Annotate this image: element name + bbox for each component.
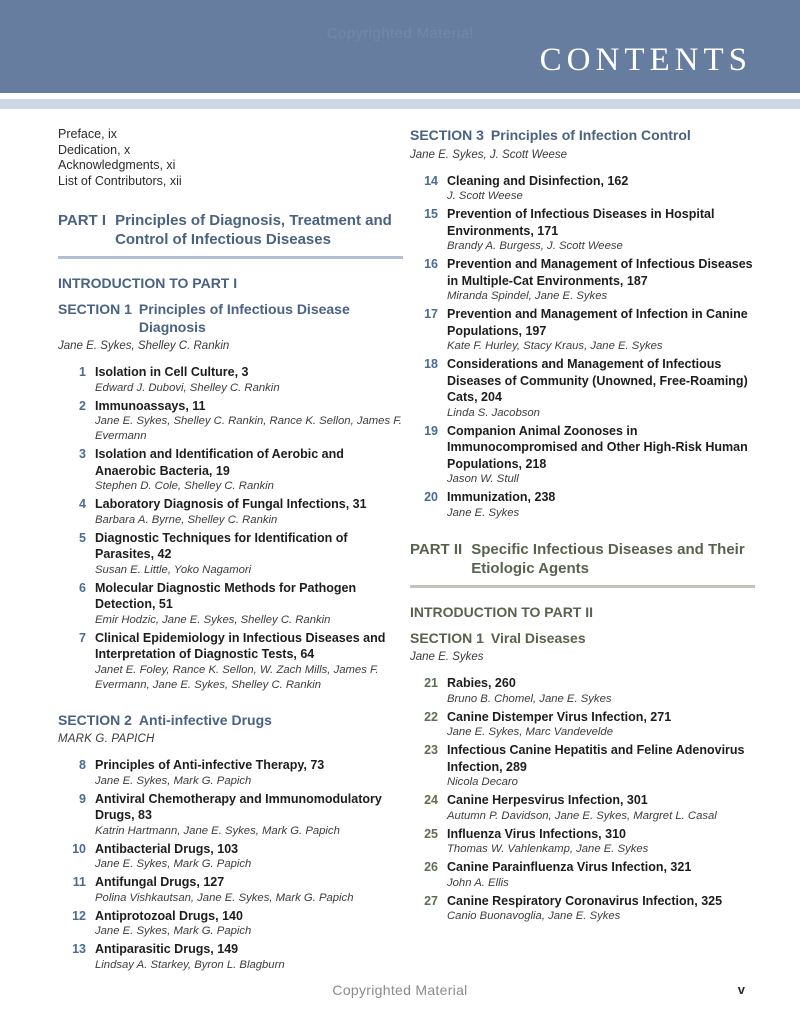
part-2-section-1-title: Viral Diseases [490, 629, 586, 646]
part-2-title-line-1: Specific Infectious Diseases and Their [471, 540, 745, 558]
chapter-number: 4 [79, 497, 86, 511]
chapter-title: Antiviral Chemotherapy and Immunomodulatory Drugs, 83 [95, 791, 382, 822]
chapter-title: Influenza Virus Infections, 310 [447, 826, 626, 841]
chapter-entry[interactable] [410, 893, 755, 926]
chapter-number: 18 [424, 357, 438, 371]
chapter-title: Canine Parainfluenza Virus Infection, 321 [447, 860, 692, 874]
chapter-authors: Lindsay A. Starkey, Byron L. Blagburn [95, 958, 285, 971]
chapter-entry[interactable] [410, 826, 755, 859]
chapter-authors: Miranda Spindel, Jane E. Sykes [447, 290, 608, 302]
chapter-number: 27 [424, 893, 438, 908]
chapter-entry[interactable] [58, 941, 403, 974]
section-2-label: SECTION 2 [58, 711, 132, 728]
chapter-title: Canine Respiratory Coronavirus Infection, 325 [447, 893, 723, 908]
part-1-rule [58, 256, 403, 259]
part-2-section-1-label: SECTION 1 [410, 629, 484, 646]
part-2-label: PART II [410, 540, 463, 558]
chapter-entry[interactable] [410, 489, 755, 522]
chapter-authors: Katrin Hartmann, Jane E. Sykes, Mark G. Papich [95, 824, 340, 837]
chapter-entry[interactable] [58, 791, 403, 840]
chapter-entry[interactable] [58, 630, 403, 694]
chapter-authors: Kate F. Hurley, Stacy Kraus, Jane E. Sykes [447, 340, 663, 352]
chapter-number: 17 [424, 307, 438, 321]
chapter-authors: Brandy A. Burgess, J. Scott Weese [447, 240, 623, 252]
chapter-number: 7 [79, 630, 86, 645]
chapter-authors: Jane E. Sykes, Shelley C. Rankin, Rance K. Sellon, James F. Evermann [95, 415, 402, 442]
part-2-heading [410, 540, 755, 588]
chapter-authors: Stephen D. Cole, Shelley C. Rankin [95, 480, 274, 492]
chapter-entry[interactable] [58, 757, 403, 790]
right-column [410, 127, 755, 943]
chapter-authors: Jane E. Sykes [447, 506, 520, 519]
header-divider-light [0, 99, 800, 109]
chapter-number: 15 [424, 207, 438, 221]
part-1-heading [58, 211, 403, 259]
chapter-number: 22 [424, 709, 438, 724]
chapter-authors: Linda S. Jacobson [447, 406, 540, 419]
part-1-label: PART I [58, 212, 107, 229]
chapter-number: 19 [424, 423, 438, 438]
section-2-title: Anti-infective Drugs [138, 711, 272, 728]
chapter-authors: Susan E. Little, Yoko Nagamori [95, 563, 252, 576]
header-banner [0, 0, 800, 93]
chapter-number: 8 [79, 758, 86, 772]
chapter-entry[interactable] [58, 398, 403, 446]
chapter-title: Immunoassays, 11 [95, 398, 206, 413]
chapter-entry[interactable] [58, 908, 403, 941]
chapter-title: Immunization, 238 [447, 490, 556, 504]
frontmatter-item[interactable]: Acknowledgments, xi [58, 158, 176, 172]
part-2-block [410, 540, 755, 926]
chapter-title: Antiparasitic Drugs, 149 [95, 942, 239, 956]
section-3-label: SECTION 3 [410, 127, 484, 143]
chapter-title: Prevention and Management of Infectious Diseases in Multiple-Cat Environments, 187 [447, 257, 753, 288]
chapter-number: 20 [424, 490, 438, 504]
section-3-heading [410, 127, 755, 145]
part-1-continued-block [410, 127, 755, 522]
frontmatter-item[interactable]: Dedication, x [58, 142, 131, 157]
chapter-entry[interactable] [58, 874, 403, 907]
chapter-title: Prevention and Management of Infection in Canine Populations, 197 [447, 307, 748, 338]
chapter-title: Antiprotozoal Drugs, 140 [95, 908, 243, 923]
chapter-title: Clinical Epidemiology in Infectious Diseases and Interpretation of Diagnostic Tests, 64 [95, 630, 386, 661]
chapter-title: Rabies, 260 [447, 676, 516, 690]
chapter-authors: Emir Hodzic, Jane E. Sykes, Shelley C. Rankin [95, 613, 331, 626]
chapter-title: Companion Animal Zoonoses in Immunocompromised and Other High-Risk Human Populations, 218 [447, 423, 748, 471]
chapter-number: 9 [79, 791, 86, 806]
chapter-title: Antifungal Drugs, 127 [95, 875, 225, 889]
chapter-number: 11 [72, 875, 86, 889]
chapter-entry[interactable] [58, 364, 403, 397]
chapter-entry[interactable] [410, 173, 755, 206]
chapter-title: Isolation in Cell Culture, 3 [95, 365, 249, 379]
chapter-entry[interactable] [58, 446, 403, 495]
chapter-number: 14 [424, 173, 438, 188]
chapter-authors: J. Scott Weese [447, 190, 523, 202]
contents-page [0, 109, 800, 971]
footer-watermark: Copyrighted Material [332, 982, 468, 998]
chapter-authors: Bruno B. Chomel, Jane E. Sykes [447, 692, 612, 705]
chapter-title: Isolation and Identification of Aerobic and Anaerobic Bacteria, 19 [95, 447, 344, 478]
chapter-entry[interactable] [410, 742, 755, 791]
header-watermark: Copyrighted Material [326, 25, 474, 42]
part-2-section-1-heading [410, 630, 755, 648]
chapter-number: 2 [79, 398, 86, 413]
chapter-title: Principles of Anti-infective Therapy, 73 [95, 758, 325, 772]
chapter-authors: Barbara A. Byrne, Shelley C. Rankin [95, 513, 278, 526]
section-1-title-line-1: Principles of Infectious Disease [138, 301, 350, 317]
section-1-label: SECTION 1 [58, 301, 132, 317]
chapter-authors: Thomas W. Vahlenkamp, Jane E. Sykes [447, 843, 649, 855]
page-number: v [737, 982, 745, 997]
chapter-authors: Nicola Decaro [447, 776, 518, 788]
chapter-title: Cleaning and Disinfection, 162 [447, 173, 629, 188]
chapter-number: 5 [79, 530, 86, 545]
introduction-to-part-1: INTRODUCTION TO PART I [58, 275, 238, 291]
chapter-entry[interactable] [410, 423, 755, 489]
chapter-authors: Jane E. Sykes, Mark G. Papich [95, 774, 252, 787]
chapter-title: Diagnostic Techniques for Identification of Parasites, 42 [95, 530, 348, 561]
chapter-number: 13 [72, 942, 86, 956]
section-2-editors: MARK G. PAPICH [58, 733, 155, 745]
section-2-heading [58, 712, 403, 730]
chapter-entry[interactable] [410, 256, 755, 305]
chapter-number: 26 [424, 860, 438, 874]
section-3-title: Principles of Infection Control [490, 127, 691, 143]
chapter-authors: Polina Vishkautsan, Jane E. Sykes, Mark G. Papich [95, 891, 354, 904]
chapter-number: 25 [424, 826, 438, 841]
chapter-authors: John A. Ellis [447, 876, 509, 889]
chapter-number: 3 [79, 447, 86, 461]
part-1-block [58, 211, 403, 974]
chapter-number: 10 [72, 841, 86, 856]
chapter-entry[interactable] [410, 306, 755, 355]
chapter-entry[interactable] [58, 496, 403, 529]
chapter-title: Infectious Canine Hepatitis and Feline Adenovirus Infection, 289 [447, 743, 745, 774]
part-1-title-line-1: Principles of Diagnosis, Treatment and [115, 212, 392, 229]
chapter-authors: Jason W. Stull [447, 473, 519, 485]
chapter-title: Canine Herpesvirus Infection, 301 [447, 793, 648, 807]
chapter-authors: Autumn P. Davidson, Jane E. Sykes, Margret L. Casal [447, 809, 717, 822]
chapter-entry[interactable] [58, 580, 403, 629]
chapter-entry[interactable] [410, 859, 755, 892]
chapter-entry[interactable] [410, 792, 755, 825]
chapter-entry[interactable] [410, 709, 755, 742]
section-1-editors: Jane E. Sykes, Shelley C. Rankin [58, 340, 230, 352]
chapter-number: 24 [424, 793, 438, 807]
section-3-editors: Jane E. Sykes, J. Scott Weese [410, 148, 568, 161]
section-1-chapter-list [58, 364, 403, 694]
page-title: CONTENTS [539, 42, 752, 78]
frontmatter-list [58, 127, 403, 189]
chapter-number: 1 [79, 365, 86, 379]
part-2-section-1-chapter-list [410, 675, 755, 925]
chapter-entry[interactable] [410, 206, 755, 255]
chapter-number: 21 [424, 676, 438, 690]
chapter-number: 6 [79, 580, 86, 595]
frontmatter-item[interactable]: Preface, ix [58, 127, 118, 141]
chapter-entry[interactable] [58, 841, 403, 874]
introduction-to-part-2: INTRODUCTION TO PART II [410, 603, 594, 620]
part-1-title-line-2: Control of Infectious Diseases [115, 231, 331, 248]
chapter-number: 12 [72, 908, 86, 923]
chapter-entry[interactable] [58, 530, 403, 579]
chapter-authors: Edward J. Dubovi, Shelley C. Rankin [95, 381, 280, 394]
chapter-entry[interactable] [410, 356, 755, 422]
chapter-authors: Janet E. Foley, Rance K. Sellon, W. Zach Mills, James F. Evermann, Jane E. Sykes, Shelley C. Rankin [95, 663, 379, 691]
left-column [58, 127, 403, 992]
chapter-authors: Jane E. Sykes, Marc Vandevelde [447, 726, 613, 738]
chapter-title: Antibacterial Drugs, 103 [95, 841, 239, 856]
section-2-chapter-list [58, 757, 403, 974]
chapter-title: Laboratory Diagnosis of Fungal Infections, 31 [95, 497, 367, 511]
chapter-entry[interactable] [410, 675, 755, 708]
section-3-chapter-list [410, 173, 755, 522]
part-2-title-line-2: Etiologic Agents [471, 559, 590, 577]
chapter-authors: Canio Buonavoglia, Jane E. Sykes [447, 910, 621, 922]
chapter-authors: Jane E. Sykes, Mark G. Papich [95, 925, 252, 937]
chapter-number: 23 [424, 743, 438, 757]
chapter-title: Prevention of Infectious Diseases in Hospital Environments, 171 [447, 207, 715, 238]
chapter-title: Molecular Diagnostic Methods for Pathogen Detection, 51 [95, 580, 357, 611]
chapter-title: Considerations and Management of Infectious Diseases of Community (Unowned, Free-Roaming) Cats, 204 [447, 357, 748, 404]
section-1-heading [58, 301, 403, 336]
part-2-section-1-editors: Jane E. Sykes [410, 651, 484, 663]
part-2-rule [410, 585, 755, 588]
chapter-authors: Jane E. Sykes, Mark G. Papich [95, 858, 252, 870]
chapter-title: Canine Distemper Virus Infection, 271 [447, 709, 672, 724]
chapter-number: 16 [424, 257, 438, 271]
frontmatter-item[interactable]: List of Contributors, xii [58, 173, 182, 188]
section-1-title-line-2: Diagnosis [138, 318, 206, 335]
